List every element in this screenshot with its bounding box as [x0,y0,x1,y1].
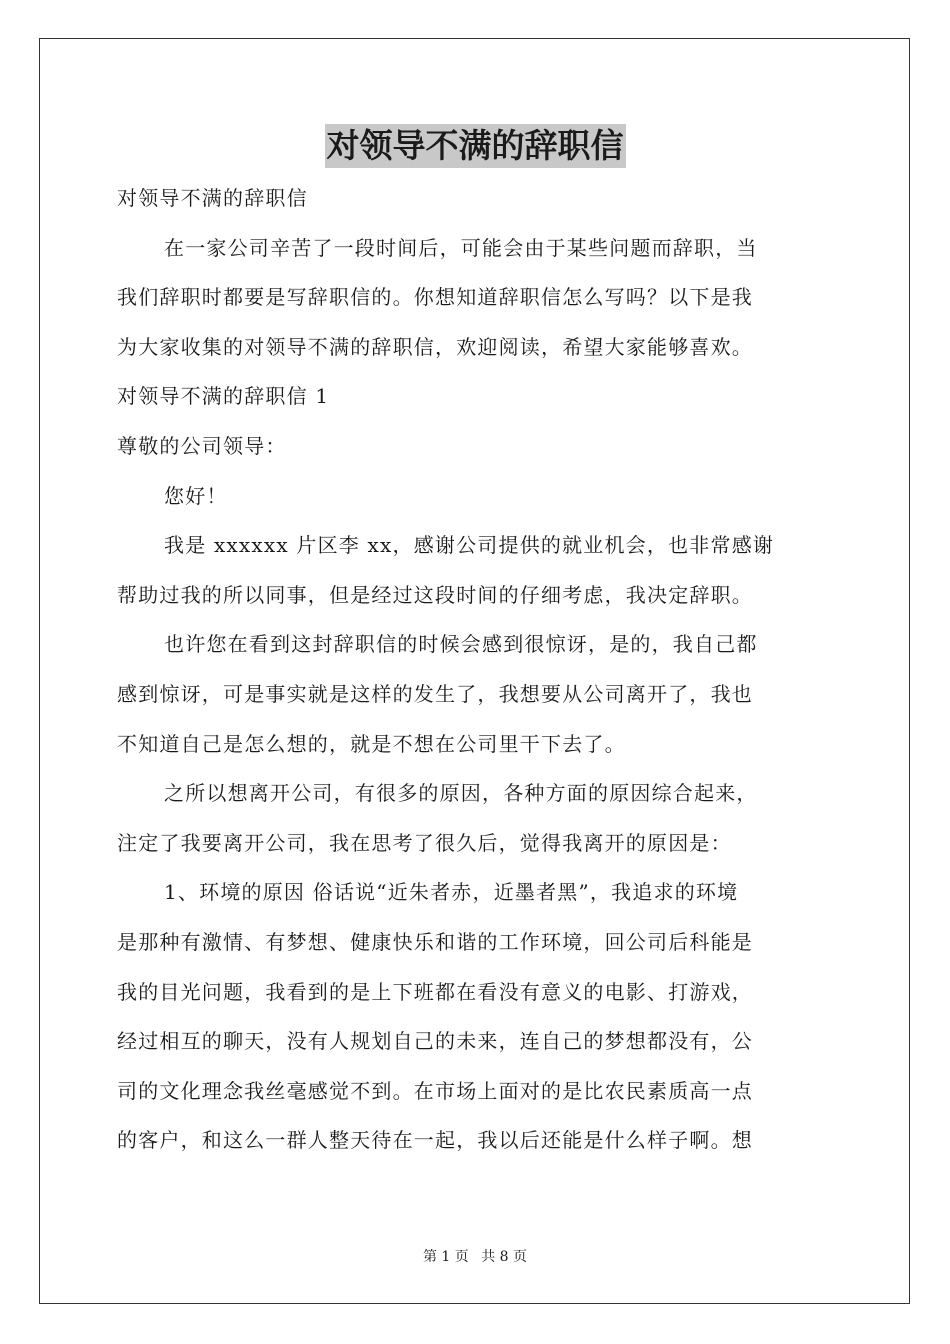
text-line: 不知道自己是怎么想的，就是不想在公司里干下去了。 [117,731,626,756]
text-line: 帮助过我的所以同事，但是经过这段时间的仔细考虑，我决定辞职。 [117,582,753,607]
title-container [0,124,950,168]
text-line: 经过相互的聊天，没有人规划自己的未来，连自己的梦想都没有，公 [117,1029,753,1054]
text-line: 是那种有激情、有梦想、健康快乐和谐的工作环境，回公司后科能是 [117,929,753,954]
text-line: 1、环境的原因 俗话说“近朱者赤，近墨者黑”，我追求的环境 [164,880,739,905]
text-line: 您好！ [164,483,228,508]
page-number: 第 1 页 [422,1249,469,1265]
text-line: 为大家收集的对领导不满的辞职信，欢迎阅读，希望大家能够喜欢。 [117,334,753,359]
text-line: 对领导不满的辞职信 [117,186,308,210]
page-total: 共 8 页 [481,1249,528,1265]
text-line: 我的目光问题，我看到的是上下班都在看没有意义的电影、打游戏， [117,979,753,1004]
text-line: 注定了我要离开公司，我在思考了很久后，觉得我离开的原因是： [117,830,732,855]
text-line: 也许您在看到这封辞职信的时候会感到很惊讶，是的，我自己都 [164,632,758,657]
text-line: 感到惊讶，可是事实就是这样的发生了，我想要从公司离开了，我也 [117,681,753,706]
document-body [117,174,833,1166]
text-line: 之所以想离开公司，有很多的原因，各种方面的原因综合起来， [164,781,758,806]
text-line: 尊敬的公司领导： [117,433,287,458]
text-line: 我们辞职时都要是写辞职信的。你想知道辞职信怎么写吗？以下是我 [117,285,753,310]
page-footer [0,1246,950,1266]
text-line: 司的文化理念我丝毫感觉不到。在市场上面对的是比农民素质高一点 [117,1078,753,1103]
document-title: 对领导不满的辞职信 [325,124,626,168]
text-line: 在一家公司辛苦了一段时间后，可能会由于某些问题而辞职，当 [164,235,758,260]
text-line: 对领导不满的辞职信 1 [117,384,330,409]
text-line: 的客户，和这么一群人整天待在一起，我以后还能是什么样子啊。想 [117,1128,753,1153]
text-line: 我是 xxxxxx 片区李 xx，感谢公司提供的就业机会，也非常感谢 [164,533,775,558]
